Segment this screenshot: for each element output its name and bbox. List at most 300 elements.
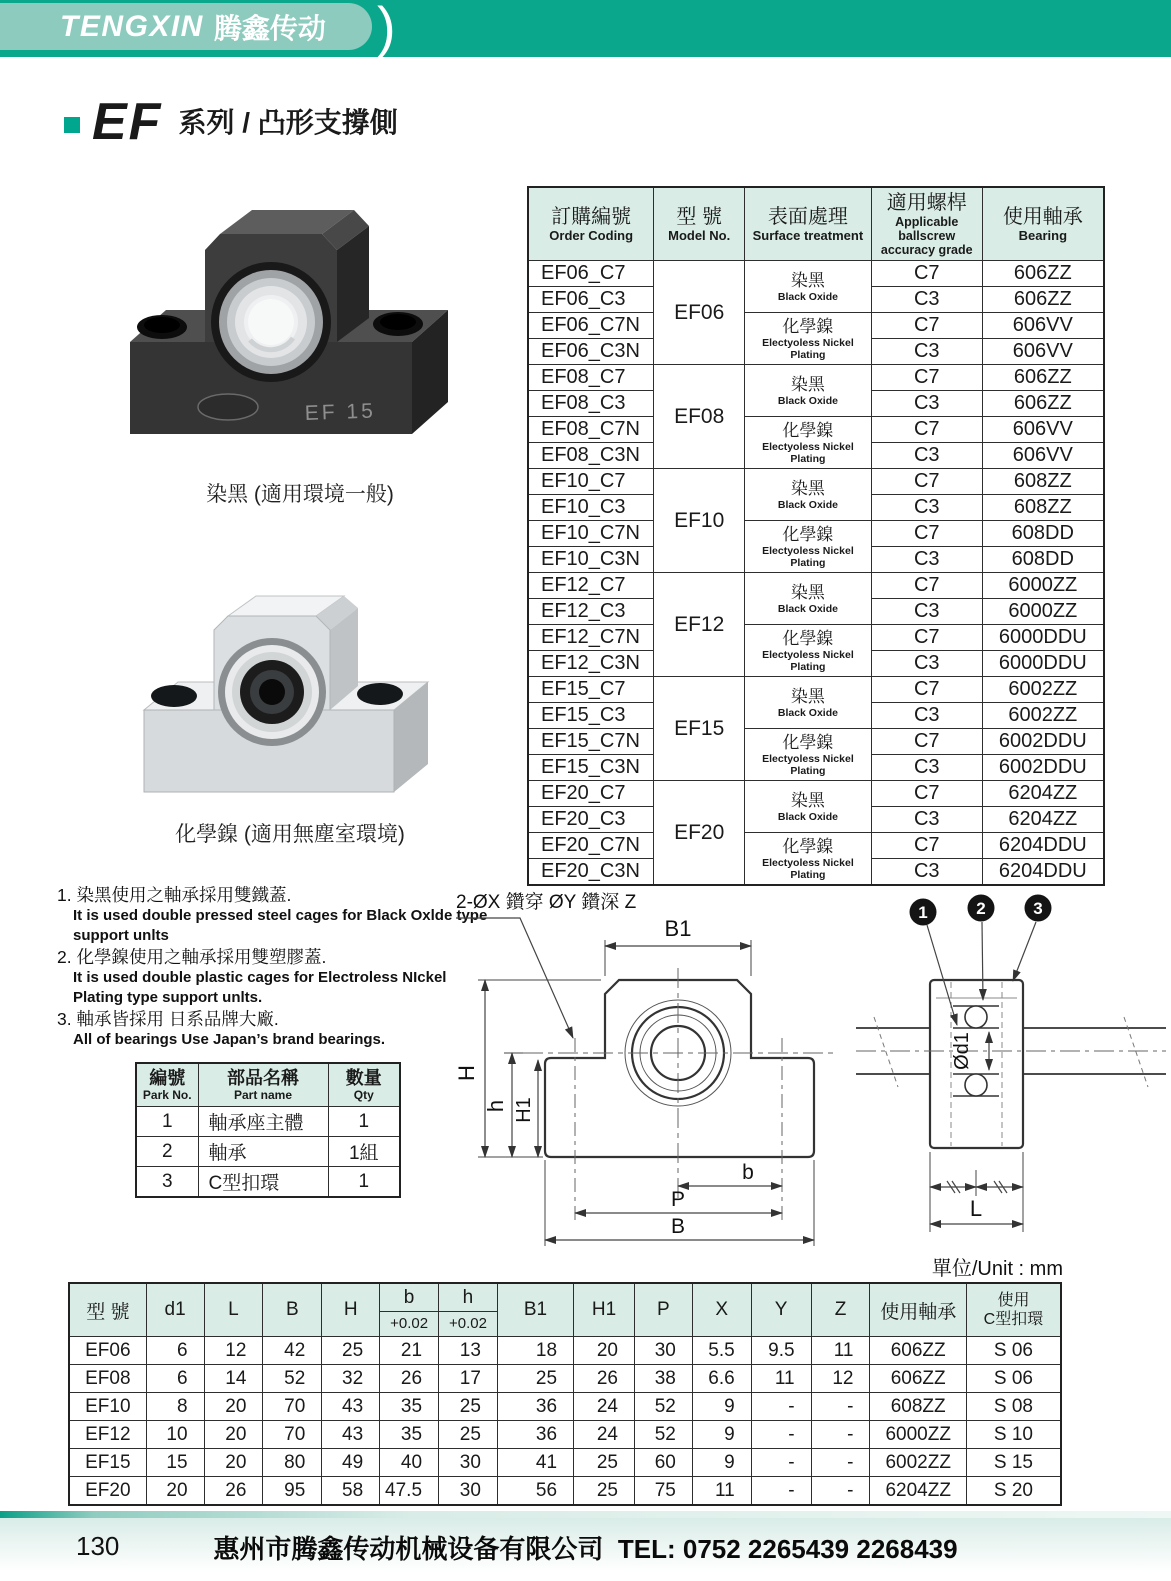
parts-cell: 1: [136, 1107, 198, 1137]
parts-header-en: Qty: [353, 1088, 374, 1102]
dim-cell: 52: [263, 1365, 322, 1393]
dim-header-label: Y: [774, 1299, 788, 1320]
dimension-table-wrap: [68, 1282, 1062, 1506]
spec-grade: C3: [871, 651, 982, 677]
dim-cell: 10: [146, 1421, 204, 1449]
spec-treatment: [744, 573, 871, 625]
dim-cell: EF08: [69, 1365, 146, 1393]
note-zh: 3. 軸承皆採用 日系品牌大廠.: [57, 1009, 279, 1029]
parts-cell: 2: [136, 1137, 198, 1167]
spec-treatment-en: Electyoless Nickel Plating: [762, 856, 854, 881]
spec-header-cell: [654, 187, 745, 261]
dim-cell: 9: [692, 1449, 751, 1477]
dim-cell: -: [751, 1421, 811, 1449]
caption-nickel: 化學鎳 (適用無塵室環境): [175, 823, 405, 846]
spec-header-en: Applicable ballscrew accuracy grade: [880, 215, 973, 257]
parts-cell: 1組: [328, 1137, 400, 1167]
spec-bearing: 6002DDU: [982, 729, 1104, 755]
spec-grade: C7: [871, 261, 982, 287]
spec-order-code: EF20_C7N: [528, 833, 654, 859]
dim-cell: 6: [146, 1337, 204, 1365]
spec-grade: C3: [871, 339, 982, 365]
spec-bearing: 606VV: [982, 339, 1104, 365]
spec-header-cell: [528, 187, 654, 261]
spec-bearing: 608ZZ: [982, 469, 1104, 495]
spec-model: EF10: [654, 469, 745, 573]
dim-cell: -: [811, 1449, 870, 1477]
dim-cell: 18: [497, 1337, 573, 1365]
spec-row: [528, 677, 1104, 703]
spec-order-code: EF15_C7N: [528, 729, 654, 755]
dim-header-cell: [69, 1283, 146, 1337]
dim-cell: 32: [322, 1365, 380, 1393]
note-en: It is used double pressed steel cages for Black Oxlde type support unlts: [73, 907, 488, 944]
spec-order-code: EF08_C3: [528, 391, 654, 417]
spec-header-cell: [871, 187, 982, 261]
dim-header-label: b: [403, 1287, 415, 1308]
spec-bearing: 608DD: [982, 521, 1104, 547]
dim-cell: 43: [322, 1421, 380, 1449]
spec-treatment-zh: 化學鎳: [782, 732, 834, 752]
dim-cell: 56: [497, 1477, 573, 1506]
notes-list: [57, 884, 497, 1050]
parts-cell: 1: [328, 1167, 400, 1198]
dim-header-label: H: [343, 1299, 358, 1320]
note-zh: 2. 化學鎳使用之軸承採用雙塑膠蓋.: [57, 947, 327, 967]
spec-bearing: 606VV: [982, 417, 1104, 443]
parts-header-zh: 部品名稱: [227, 1068, 299, 1088]
front-view-drawing: [448, 888, 873, 1258]
dim-cell: 20: [574, 1337, 635, 1365]
spec-bearing: 606ZZ: [982, 287, 1104, 313]
dim-header-label: H1: [591, 1299, 617, 1320]
dim-cell: 95: [263, 1477, 322, 1506]
title-bullet-square: [64, 117, 80, 133]
dim-header-cell: [322, 1283, 380, 1337]
dim-header-cell: [380, 1283, 439, 1337]
spec-row: [528, 469, 1104, 495]
spec-row: [528, 729, 1104, 755]
dim-cell: 12: [204, 1337, 263, 1365]
spec-order-code: EF08_C7N: [528, 417, 654, 443]
dim-h-label: h: [483, 1099, 508, 1113]
dim-header-cell: [811, 1283, 870, 1337]
spec-header-cell: [744, 187, 871, 261]
parts-header-cell: [136, 1063, 198, 1107]
company-tel: TEL: 0752 2265439 2268439: [617, 1534, 958, 1564]
parts-cell: 3: [136, 1167, 198, 1198]
dim-cell: 43: [322, 1393, 380, 1421]
spec-header-zh: 型 號: [676, 206, 722, 228]
brand-logo-en: TENGXIN: [60, 9, 204, 43]
dim-row: [69, 1421, 1061, 1449]
dim-header-cell: [870, 1283, 966, 1337]
spec-row: [528, 781, 1104, 807]
spec-treatment-en: Black Oxide: [777, 706, 838, 719]
svg-text:3: 3: [1033, 899, 1043, 918]
dim-cell: -: [811, 1393, 870, 1421]
spec-treatment: [744, 625, 871, 677]
dim-cell: 47.5: [380, 1477, 439, 1506]
side-view-drawing: [856, 882, 1166, 1262]
dim-cell: 26: [574, 1365, 635, 1393]
spec-order-code: EF12_C3N: [528, 651, 654, 677]
dim-cell: -: [811, 1421, 870, 1449]
dim-header-cell: [751, 1283, 811, 1337]
dim-row: [69, 1477, 1061, 1506]
brand-logo: [0, 3, 372, 50]
spec-bearing: 606ZZ: [982, 365, 1104, 391]
dim-cell: 36: [497, 1393, 573, 1421]
note-en: It is used double plastic cages for Electroless NIckel Plating type support unlts.: [73, 969, 447, 1006]
dim-cell: 40: [380, 1449, 439, 1477]
spec-bearing: 608DD: [982, 547, 1104, 573]
dim-header-cell: [439, 1283, 498, 1337]
dim-H1-label: H1: [513, 1097, 535, 1123]
spec-bearing: 6204ZZ: [982, 807, 1104, 833]
dim-header-label: 使用: [997, 1292, 1030, 1309]
spec-model: EF06: [654, 261, 745, 365]
dim-cell: S 06: [966, 1337, 1061, 1365]
spec-treatment: [744, 469, 871, 521]
spec-row: [528, 313, 1104, 339]
dim-cell: 12: [811, 1365, 870, 1393]
spec-grade: C7: [871, 521, 982, 547]
spec-treatment-en: Electyoless Nickel Plating: [762, 544, 854, 569]
dim-d1-label: Ød1: [951, 1032, 973, 1070]
spec-grade: C7: [871, 365, 982, 391]
dim-cell: 30: [439, 1477, 498, 1506]
spec-order-code: EF10_C7N: [528, 521, 654, 547]
spec-bearing: 6000DDU: [982, 625, 1104, 651]
footer-company-line: [0, 1529, 1171, 1566]
dim-cell: 8: [146, 1393, 204, 1421]
footer-stripe: [0, 1511, 1171, 1518]
dim-tbody: [69, 1337, 1061, 1506]
dim-cell: 6204ZZ: [870, 1477, 966, 1506]
dim-cell: 25: [322, 1337, 380, 1365]
spec-treatment-zh: 化學鎳: [782, 836, 834, 856]
spec-grade: C7: [871, 729, 982, 755]
engraving-text: EF 15: [304, 399, 377, 425]
spec-treatment: [744, 677, 871, 729]
parts-row: [136, 1107, 400, 1137]
header-curve-decoration: ): [377, 0, 396, 58]
dim-cell: 606ZZ: [870, 1365, 966, 1393]
balloon-1: [910, 899, 958, 1026]
spec-order-code: EF06_C7: [528, 261, 654, 287]
spec-header-en: Bearing: [1018, 228, 1068, 243]
spec-order-code: EF20_C7: [528, 781, 654, 807]
spec-bearing: 606VV: [982, 443, 1104, 469]
spec-model: EF08: [654, 365, 745, 469]
parts-header-en: Park No.: [142, 1088, 192, 1102]
dim-cell: 20: [146, 1477, 204, 1506]
spec-bearing: 6000ZZ: [982, 599, 1104, 625]
dim-cell: 41: [497, 1449, 573, 1477]
dim-header-tolerance: +0.02: [380, 1311, 438, 1335]
spec-row: [528, 833, 1104, 859]
series-subtitle: 系列 / 凸形支撐側: [178, 107, 398, 138]
spec-order-code: EF12_C7: [528, 573, 654, 599]
spec-treatment-zh: 染黑: [790, 478, 825, 498]
spec-bearing: 6002DDU: [982, 755, 1104, 781]
dim-row: [69, 1337, 1061, 1365]
spec-treatment: [744, 781, 871, 833]
spec-treatment-zh: 化學鎳: [782, 524, 834, 544]
parts-cell: 軸承座主體: [198, 1107, 328, 1137]
dim-L-label: L: [969, 1196, 983, 1221]
parts-header-cell: [198, 1063, 328, 1107]
dim-header-cell: [692, 1283, 751, 1337]
spec-grade: C7: [871, 313, 982, 339]
spec-grade: C7: [871, 781, 982, 807]
spec-bearing: 606VV: [982, 313, 1104, 339]
spec-treatment-en: Black Oxide: [777, 810, 838, 823]
note-en: All of bearings Use Japan’s brand bearings.: [73, 1031, 386, 1048]
dim-cell: S 15: [966, 1449, 1061, 1477]
dim-cell: 25: [439, 1421, 498, 1449]
dim-header-cell: [966, 1283, 1061, 1337]
spec-treatment-zh: 化學鎳: [782, 628, 834, 648]
parts-thead: [136, 1063, 400, 1107]
spec-table-wrap: [527, 186, 1105, 886]
spec-model: EF20: [654, 781, 745, 886]
spec-grade: C3: [871, 755, 982, 781]
spec-order-code: EF10_C3N: [528, 547, 654, 573]
spec-order-code: EF15_C7: [528, 677, 654, 703]
spec-row: [528, 417, 1104, 443]
spec-order-code: EF12_C7N: [528, 625, 654, 651]
page-title: [64, 93, 398, 151]
spec-grade: C3: [871, 807, 982, 833]
dim-row: [69, 1449, 1061, 1477]
spec-treatment-en: Black Oxide: [777, 498, 838, 511]
dim-header-cell: [263, 1283, 322, 1337]
spec-treatment-zh: 染黑: [790, 270, 825, 290]
dim-cell: 42: [263, 1337, 322, 1365]
dim-cell: 20: [204, 1421, 263, 1449]
spec-treatment: [744, 729, 871, 781]
parts-cell: C型扣環: [198, 1167, 328, 1198]
spec-model: EF15: [654, 677, 745, 781]
dim-cell: 9.5: [751, 1337, 811, 1365]
spec-treatment: [744, 521, 871, 573]
dim-header-row: [69, 1283, 1061, 1337]
dim-cell: -: [751, 1393, 811, 1421]
spec-bearing: 606ZZ: [982, 261, 1104, 287]
spec-bearing: 6204ZZ: [982, 781, 1104, 807]
spec-grade: C7: [871, 417, 982, 443]
dim-cell: 70: [263, 1421, 322, 1449]
spec-bearing: 6002ZZ: [982, 703, 1104, 729]
dim-cell: 25: [439, 1393, 498, 1421]
parts-row: [136, 1167, 400, 1198]
dim-cell: 30: [439, 1449, 498, 1477]
series-code: EF: [92, 93, 163, 151]
dim-header-label: B: [286, 1299, 299, 1320]
svg-text:2: 2: [976, 899, 986, 918]
dim-b-label: b: [742, 1161, 754, 1184]
spec-bearing: 6002ZZ: [982, 677, 1104, 703]
spec-thead: [528, 187, 1104, 261]
spec-header-en: Order Coding: [549, 228, 634, 243]
dim-cell: -: [751, 1449, 811, 1477]
dim-H-label: H: [454, 1065, 479, 1081]
spec-treatment-zh: 染黑: [790, 686, 825, 706]
dim-P-label: P: [670, 1188, 686, 1211]
brand-logo-zh: 腾鑫传动: [213, 12, 326, 44]
spec-treatment-zh: 染黑: [790, 582, 825, 602]
spec-grade: C7: [871, 677, 982, 703]
spec-treatment: [744, 261, 871, 313]
dim-cell: EF12: [69, 1421, 146, 1449]
spec-grade: C7: [871, 833, 982, 859]
spec-treatment-en: Black Oxide: [777, 394, 838, 407]
spec-treatment-zh: 染黑: [790, 374, 825, 394]
dim-header-label2: C型扣環: [983, 1311, 1044, 1328]
parts-table-wrap: [135, 1062, 401, 1198]
dim-cell: 20: [204, 1393, 263, 1421]
dim-header-label: L: [228, 1299, 239, 1320]
spec-treatment-en: Electyoless Nickel Plating: [762, 752, 854, 777]
dim-cell: 38: [634, 1365, 692, 1393]
dim-cell: 11: [811, 1337, 870, 1365]
dim-cell: 6: [146, 1365, 204, 1393]
spec-model: EF12: [654, 573, 745, 677]
dim-cell: -: [811, 1477, 870, 1506]
spec-order-code: EF08_C7: [528, 365, 654, 391]
dim-cell: S 10: [966, 1421, 1061, 1449]
dim-thead: [69, 1283, 1061, 1337]
dim-cell: 21: [380, 1337, 439, 1365]
dim-cell: 606ZZ: [870, 1337, 966, 1365]
dim-cell: 20: [204, 1449, 263, 1477]
dim-cell: 36: [497, 1421, 573, 1449]
spec-order-code: EF08_C3N: [528, 443, 654, 469]
spec-bearing: 6204DDU: [982, 859, 1104, 886]
spec-order-code: EF06_C3: [528, 287, 654, 313]
dim-cell: EF20: [69, 1477, 146, 1506]
product-photo-black-oxide: [100, 170, 480, 470]
spec-order-code: EF06_C3N: [528, 339, 654, 365]
dim-header-cell: [497, 1283, 573, 1337]
dim-cell: S 08: [966, 1393, 1061, 1421]
spec-order-code: EF10_C7: [528, 469, 654, 495]
hole-note: 2-ØX 鑽穿 ØY 鑽深 Z: [456, 892, 637, 913]
dim-header-label: P: [657, 1299, 670, 1320]
dim-header-label: d1: [164, 1299, 186, 1320]
spec-header-row: [528, 187, 1104, 261]
spec-treatment-en: Electyoless Nickel Plating: [762, 440, 854, 465]
dim-cell: 30: [634, 1337, 692, 1365]
spec-table: [527, 186, 1105, 886]
dim-cell: 70: [263, 1393, 322, 1421]
spec-order-code: EF12_C3: [528, 599, 654, 625]
spec-treatment-en: Electyoless Nickel Plating: [762, 648, 854, 673]
spec-row: [528, 573, 1104, 599]
dim-header-label: X: [715, 1299, 729, 1320]
dim-header-label: Z: [834, 1299, 847, 1320]
spec-header-zh: 使用軸承: [1002, 206, 1083, 228]
dim-cell: 26: [380, 1365, 439, 1393]
balloon-3: [1013, 895, 1052, 982]
spec-bearing: 6204DDU: [982, 833, 1104, 859]
parts-table: [135, 1062, 401, 1198]
spec-order-code: EF15_C3N: [528, 755, 654, 781]
caption-black-oxide: 染黑 (適用環境一般): [206, 483, 394, 506]
spec-row: [528, 365, 1104, 391]
spec-row: [528, 625, 1104, 651]
dim-cell: 608ZZ: [870, 1393, 966, 1421]
dim-row: [69, 1393, 1061, 1421]
dim-cell: 13: [439, 1337, 498, 1365]
spec-header-zh: 表面處理: [767, 206, 848, 228]
dim-cell: 25: [497, 1365, 573, 1393]
header-band: [0, 0, 1171, 57]
spec-row: [528, 261, 1104, 287]
dim-cell: 75: [634, 1477, 692, 1506]
spec-grade: C3: [871, 443, 982, 469]
spec-order-code: EF06_C7N: [528, 313, 654, 339]
spec-header-en: Surface treatment: [752, 228, 864, 243]
spec-order-code: EF15_C3: [528, 703, 654, 729]
spec-treatment-en: Black Oxide: [777, 602, 838, 615]
dim-cell: 35: [380, 1393, 439, 1421]
dim-cell: -: [751, 1477, 811, 1506]
dim-B-label: B: [670, 1215, 686, 1238]
parts-header-en: Part name: [233, 1088, 293, 1102]
product-photo-nickel: [118, 558, 458, 813]
spec-treatment: [744, 833, 871, 886]
dim-B1-label: B1: [664, 916, 692, 941]
spec-grade: C3: [871, 547, 982, 573]
parts-cell: 軸承: [198, 1137, 328, 1167]
dim-cell: 60: [634, 1449, 692, 1477]
parts-header-cell: [328, 1063, 400, 1107]
parts-header-row: [136, 1063, 400, 1107]
dim-cell: 25: [574, 1449, 635, 1477]
dim-cell: 11: [751, 1365, 811, 1393]
spec-grade: C7: [871, 573, 982, 599]
spec-row: [528, 521, 1104, 547]
dim-cell: EF10: [69, 1393, 146, 1421]
dim-header-cell: [574, 1283, 635, 1337]
note-zh: 1. 染黑使用之軸承採用雙鐵蓋.: [57, 885, 292, 905]
parts-cell: 1: [328, 1107, 400, 1137]
dim-cell: 5.5: [692, 1337, 751, 1365]
spec-header-zh: 適用螺桿: [886, 192, 967, 214]
spec-treatment: [744, 365, 871, 417]
spec-grade: C3: [871, 391, 982, 417]
spec-bearing: 606ZZ: [982, 391, 1104, 417]
spec-grade: C7: [871, 469, 982, 495]
dim-cell: 15: [146, 1449, 204, 1477]
dim-cell: 6002ZZ: [870, 1449, 966, 1477]
unit-note: 單位/Unit : mm: [931, 1258, 1063, 1280]
spec-treatment-en: Black Oxide: [777, 290, 838, 303]
dim-cell: 9: [692, 1393, 751, 1421]
dim-header-label: h: [462, 1287, 474, 1308]
spec-treatment-zh: 化學鎳: [782, 316, 834, 336]
spec-order-code: EF20_C3N: [528, 859, 654, 886]
spec-treatment: [744, 313, 871, 365]
dim-cell: 52: [634, 1393, 692, 1421]
svg-text:1: 1: [918, 903, 928, 922]
spec-grade: C3: [871, 495, 982, 521]
spec-order-code: EF10_C3: [528, 495, 654, 521]
parts-header-zh: 數量: [345, 1068, 382, 1088]
